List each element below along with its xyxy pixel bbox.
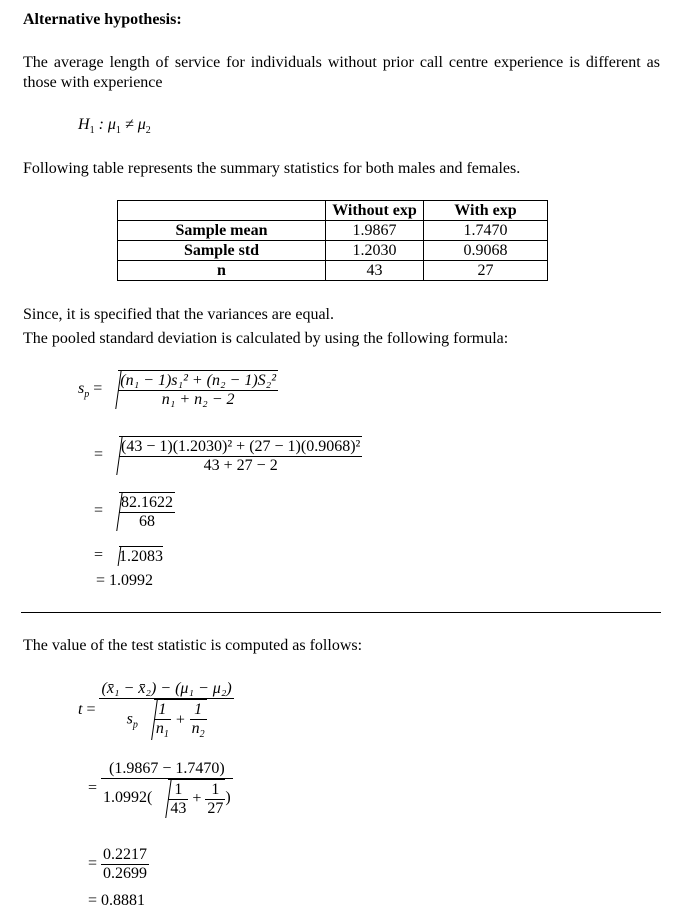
table-row: [118, 261, 548, 281]
test-statistic-intro-text: The value of the test statistic is computed as follows:: [23, 637, 363, 654]
section-heading: Alternative hypothesis:: [23, 11, 182, 28]
pooled-sd-formula: $s_p$ = $\frac{\text{(n₁ − 1)s₁² + (n₂ − 1)S₂²}}{\text{n₁ + n₂ − 2}}$: [78, 372, 277, 408]
t-statistic-substitution: = (1.9867 − 1.7470) 1.0992( $\frac{1}{43}$ + $\frac{1}{27}$ ): [88, 760, 231, 817]
cell-with: 0.9068: [424, 241, 548, 261]
t-statistic-formula: t = (x̄₁ − x̄₂) − (μ₁ − μ₂) $s_p$ $\frac{1}{n_1}$ + $\frac{1}{n_2}$: [78, 680, 232, 741]
sqrt-icon: $\frac{\text{(43 − 1)(1.2030)² + (27 − 1)(0.9068)²}}{43 + 27 - 2}$: [107, 436, 362, 475]
pooled-sd-result: = 1.0992: [96, 572, 154, 589]
row-label: n: [118, 261, 326, 281]
sqrt-icon: 1.2083: [107, 546, 163, 566]
table-header-row: [118, 201, 548, 221]
t-statistic-result: = 0.8881: [88, 892, 146, 909]
table-intro-text: Following table represents the summary statistics for both males and females.: [23, 160, 521, 177]
sqrt-icon: $\frac{82.1622}{68}$: [107, 492, 175, 531]
cell-with: 1.7470: [424, 221, 548, 241]
summary-statistics-table: [117, 200, 548, 281]
pooled-sd-sqrt-value: = 1.2083: [94, 546, 164, 565]
header-cell: [118, 201, 326, 221]
header-cell: Without exp: [326, 201, 424, 221]
cell-without: 43: [326, 261, 424, 281]
equal-variance-text: Since, it is specified that the variances are equal.: [23, 306, 334, 323]
cell-with: 27: [424, 261, 548, 281]
t-statistic-step: = $\frac{0.2217}{0.2699}$: [88, 846, 148, 882]
pooled-sd-step: = $\frac{82.1622}{68}$: [94, 494, 174, 530]
sqrt-icon: $\frac{1}{n_1}$ + $\frac{1}{n_2}$: [142, 699, 207, 740]
header-cell: With exp: [424, 201, 548, 221]
row-label: Sample std: [118, 241, 326, 261]
cell-without: 1.9867: [326, 221, 424, 241]
section-divider: [21, 612, 661, 613]
row-label: Sample mean: [118, 221, 326, 241]
table-row: [118, 221, 548, 241]
pooled-sd-intro-text: The pooled standard deviation is calculated by using the following formula:: [23, 330, 509, 347]
pooled-sd-substitution: = $\frac{\text{(43 − 1)(1.2030)² + (27 − 1)(0.9068)²}}{43 + 27 - 2}$: [94, 438, 361, 474]
sqrt-icon: $\frac{\text{(n₁ − 1)s₁² + (n₂ − 1)S₂²}}{\text{n₁ + n₂ − 2}}$: [106, 370, 278, 409]
table-row: [118, 241, 548, 261]
cell-without: 1.2030: [326, 241, 424, 261]
sqrt-icon: $\frac{1}{43}$ + $\frac{1}{27}$: [156, 779, 225, 818]
hypothesis-equation: $H_1$ : $\mu_1 \ne \mu_2$: [78, 116, 151, 137]
alternative-hypothesis-text: The average length of service for individuals without prior call centre experience is different as those with experience: [23, 54, 660, 91]
